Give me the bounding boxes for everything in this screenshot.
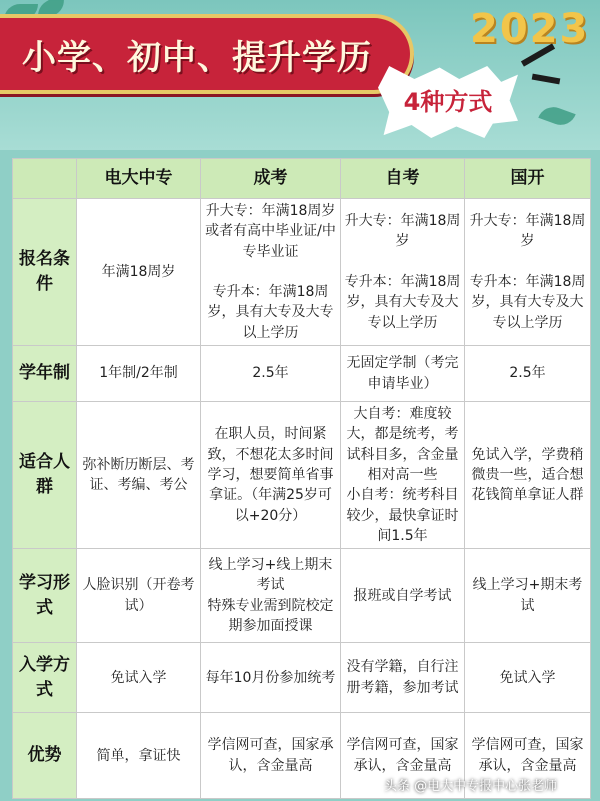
table-cell: 没有学籍，自行注册考籍，参加考试: [341, 643, 465, 713]
table-cell: 学信网可查，国家承认，含金量高: [341, 713, 465, 799]
column-header: 国开: [465, 159, 591, 199]
table-cell: 1年制/2年制: [77, 346, 201, 402]
title-banner: [0, 14, 414, 94]
row-header: 学年制: [13, 346, 77, 402]
row-header: 学习形式: [13, 549, 77, 643]
table-cell: 在职人员，时间紧致，不想花太多时间学习，想要简单省事拿证。（年满25岁可以+20分）: [201, 402, 341, 549]
table-row: [13, 643, 591, 713]
table-cell: 人脸识别（开卷考试）: [77, 549, 201, 643]
table-cell: 线上学习+线上期末考试 特殊专业需到院校定期参加面授课: [201, 549, 341, 643]
year-label: 2023: [470, 6, 590, 52]
table-cell: 线上学习+期末考试: [465, 549, 591, 643]
column-header: 电大中专: [77, 159, 201, 199]
table-cell: 2.5年: [465, 346, 591, 402]
table-cell: 免试入学: [77, 643, 201, 713]
column-header: 成考: [201, 159, 341, 199]
table-cell: 升大专：年满18周岁 专升本：年满18周岁，具有大专及大专以上学历: [465, 199, 591, 346]
row-header: 适合人群: [13, 402, 77, 549]
table-row: [13, 549, 591, 643]
header-corner: [13, 159, 77, 199]
table-cell: 报班或自学考试: [341, 549, 465, 643]
table-cell: 学信网可查，国家承认，含金量高: [201, 713, 341, 799]
page-title: 小学、初中、提升学历: [22, 37, 372, 78]
comparison-table: [12, 158, 591, 799]
table-cell: 升大专：年满18周岁 专升本：年满18周岁，具有大专及大专以上学历: [341, 199, 465, 346]
table-row: [13, 346, 591, 402]
table-cell: 免试入学，学费稍微贵一些，适合想花钱简单拿证人群: [465, 402, 591, 549]
table-header-row: [13, 159, 591, 199]
table-cell: 大自考：难度较大，都是统考，考试科目多，含金量相对高一些 小自考：统考科目较少，最快拿证时间1.5年: [341, 402, 465, 549]
table-cell: 升大专：年满18周岁或者有高中毕业证/中专毕业证 专升本：年满18周岁，具有大专及大专以上学历: [201, 199, 341, 346]
table-cell: 每年10月份参加统考: [201, 643, 341, 713]
column-header: 自考: [341, 159, 465, 199]
subtitle: 4种方式: [403, 88, 493, 116]
table-cell: 2.5年: [201, 346, 341, 402]
table-row: [13, 402, 591, 549]
table-cell: 简单，拿证快: [77, 713, 201, 799]
watermark: 头条 @电大中专报中心张老师: [384, 779, 558, 794]
table-cell: 无固定学制（考完申请毕业）: [341, 346, 465, 402]
table-cell: 年满18周岁: [77, 199, 201, 346]
table-cell: 学信网可查，国家承认，含金量高: [465, 713, 591, 799]
row-header: 优势: [13, 713, 77, 799]
row-header: 入学方式: [13, 643, 77, 713]
table-cell: 免试入学: [465, 643, 591, 713]
row-header: 报名条件: [13, 199, 77, 346]
table-row: [13, 199, 591, 346]
table-cell: 弥补断历断层、考证、考编、考公: [77, 402, 201, 549]
